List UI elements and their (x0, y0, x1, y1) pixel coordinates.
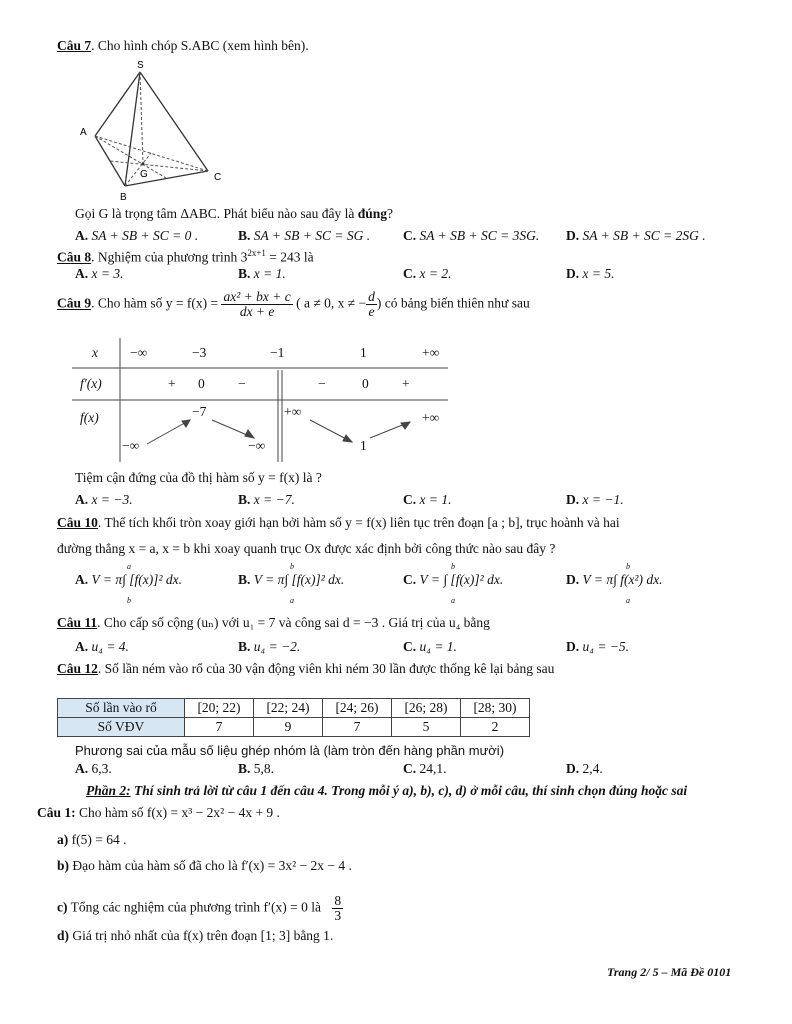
q8-option-b[interactable]: B. x = 1. (238, 266, 286, 281)
page-footer: Trang 2/ 5 – Mã Đề 0101 (607, 965, 732, 979)
q12-option-b[interactable]: B. 5,8. (238, 761, 275, 776)
fp-sign: − (238, 376, 246, 391)
figure-label-a: A (80, 127, 87, 138)
q10-option-a[interactable]: A. V = π∫ [f(x)]² dx. a b (75, 562, 182, 605)
figure-label-s: S (137, 60, 144, 71)
q8-option-a[interactable]: A. x = 3. (75, 266, 124, 281)
q9-option-a[interactable]: A. x = −3. (75, 492, 133, 507)
f-value: −∞ (248, 438, 266, 453)
q8-option-c[interactable]: C. x = 2. (403, 266, 452, 281)
q9-fraction: $\frac{\text{ax² + bx + c}}{dx + e}$ (223, 289, 291, 319)
figure-label-c: C (214, 172, 222, 183)
q10-option-d[interactable]: D. V = π∫ f(x²) dx. b a (566, 562, 663, 605)
q11-option-b[interactable]: B. u₄ = −2. (238, 639, 301, 654)
q10-option-c[interactable]: C. V = ∫ [f(x)]² dx. b a (403, 562, 504, 605)
q11-option-d[interactable]: D. u₄ = −5. (566, 639, 630, 654)
q10-option-b[interactable]: B. V = π∫ [f(x)]² dx. b a (238, 562, 345, 605)
q7-prompt: Gọi G là trọng tâm ΔABC. Phát biểu nào sau đây là đúng? (75, 206, 394, 221)
q12-option-d[interactable]: D. 2,4. (566, 761, 603, 776)
f-value: +∞ (284, 404, 302, 419)
fp-value: 0 (198, 376, 205, 391)
q11-option-a[interactable]: A. u₄ = 4. (75, 639, 129, 654)
q12-prompt: Phương sai của mẫu số liệu ghép nhóm là (làm tròn đến hàng phần mười) (75, 743, 505, 758)
table-row: Số VĐV 7 9 7 5 2 (58, 718, 530, 737)
q12-stem: Câu 12. Số lần ném vào rổ của 30 vận động viên khi ném 30 lần được thống kê lại bảng sau (57, 661, 555, 676)
x-value: +∞ (422, 345, 440, 360)
p2q1-item-c[interactable]: c) Tổng các nghiệm của phương trình f′(x) = 0 là $\frac{8}{3}$ (57, 893, 342, 923)
q7-option-c[interactable]: C. SA + SB + SC = 3SG. (403, 228, 540, 243)
figure-label-b: B (120, 192, 127, 202)
q7-option-b[interactable]: B. SA + SB + SC = SG . (238, 228, 371, 243)
fp-value: 0 (362, 376, 369, 391)
fp-sign: − (318, 376, 326, 391)
x-value: −1 (270, 345, 285, 360)
pyramid-figure (80, 56, 240, 202)
fp-sign: + (168, 376, 176, 391)
q11-option-c[interactable]: C. u₄ = 1. (403, 639, 457, 654)
x-value: −3 (192, 345, 207, 360)
q11-stem: Câu 11. Cho cấp số cộng (uₙ) với u₁ = 7 và công sai d = −3 . Giá trị của u₄ bằng (57, 615, 490, 630)
q12-frequency-table (57, 698, 530, 737)
q9-prompt: Tiệm cận đứng của đồ thị hàm số y = f(x) là ? (75, 470, 322, 485)
f-value: −∞ (122, 438, 140, 453)
q9-option-d[interactable]: D. x = −1. (566, 492, 624, 507)
p2q1-item-a[interactable]: a) f(5) = 64 . (57, 832, 127, 847)
x-value: 1 (360, 345, 367, 360)
q7-label: Câu 7 (57, 38, 92, 53)
q10-stem: Câu 10. Thể tích khối tròn xoay giới hạn bởi hàm số y = f(x) liên tục trên đoạn [a ; b], trục hoành và hai (57, 515, 620, 530)
q10-stem-2: đường thẳng x = a, x = b khi xoay quanh trục Ox được xác định bởi công thức nào sau đây ? (57, 541, 556, 556)
q12-option-c[interactable]: C. 24,1. (403, 761, 447, 776)
fp-sign: + (402, 376, 410, 391)
table-row: Số lần vào rổ [20; 22) [22; 24) [24; 26) [26; 28) [28; 30) (58, 699, 530, 718)
q12-option-a[interactable]: A. 6,3. (75, 761, 112, 776)
q7-option-d[interactable]: D. SA + SB + SC = 2SG . (566, 228, 706, 243)
variation-table: x −∞ −3 −1 1 +∞ f′(x) + 0 − − 0 + f(x) −7 −∞ −∞ +∞ 1 +∞ (80, 345, 440, 453)
p2q1-stem: Câu 1: Cho hàm số f(x) = x³ − 2x² − 4x + 9 . (37, 805, 280, 820)
f-value: −7 (192, 404, 207, 419)
q9-option-b[interactable]: B. x = −7. (238, 492, 295, 507)
part2-heading: Phần 2: Thí sinh trả lời từ câu 1 đến câu 4. Trong mỗi ý a), b), c), d) ở mỗi câu, thí sinh chọn đúng hoặc sai (86, 783, 688, 798)
q8-stem: Câu 8. Nghiệm của phương trình $3^{2x+1} = 243$ là (57, 248, 314, 265)
q7-option-a[interactable]: A. SA + SB + SC = 0 . (75, 228, 199, 243)
q9-stem: Câu 9. Cho hàm số y = f(x) = $\frac{\text{ax² + bx + c}}{dx + e}$ ( a ≠ 0, x ≠ − $\frac{d}{e}$ ) có bảng biến thiên như sau (57, 289, 530, 319)
figure-label-g: G (140, 169, 148, 180)
f-value: +∞ (422, 410, 440, 425)
q7-stem: Câu 7. Cho hình chóp S.ABC (xem hình bên). (57, 38, 309, 53)
p2q1-item-b[interactable]: b) Đạo hàm của hàm số đã cho là f′(x) = 3x² − 2x − 4 . (57, 858, 352, 873)
x-value: −∞ (130, 345, 148, 360)
q9-option-c[interactable]: C. x = 1. (403, 492, 452, 507)
p2q1-item-d[interactable]: d) Giá trị nhỏ nhất của f(x) trên đoạn [1; 3] bằng 1. (57, 928, 334, 943)
q8-option-d[interactable]: D. x = 5. (566, 266, 615, 281)
f-value: 1 (360, 438, 367, 453)
